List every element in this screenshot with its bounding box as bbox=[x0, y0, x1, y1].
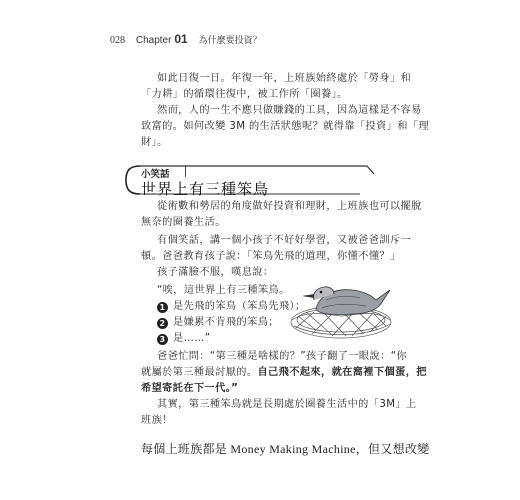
joke-title: 世界上有三種笨鳥 bbox=[141, 180, 270, 198]
intro-line: 然而，人的一生不應只做賺錢的工具，因為這樣是不容易 bbox=[157, 105, 422, 116]
bottom-text-line: 每個上班族都是 Money Making Machine，但又想改變 bbox=[141, 442, 430, 456]
list-item bbox=[157, 315, 279, 331]
chapter-title: 為什麼要投資？ bbox=[198, 36, 262, 46]
item-number: 1 bbox=[157, 302, 168, 313]
body-line: 無奈的圈養生活。 bbox=[141, 217, 226, 228]
item-number: 2 bbox=[157, 318, 168, 329]
list-item bbox=[157, 331, 210, 347]
item-number: 3 bbox=[157, 334, 168, 345]
intro-line: 「力耕」的循環往復中，被工作所「圈養」。 bbox=[141, 89, 348, 100]
body-line: 其實，第三種笨鳥就是長期處於圈養生活中的「3M」上 bbox=[157, 399, 417, 410]
page-number: 028 bbox=[110, 35, 125, 46]
item-text: 是嫌累不肯飛的笨鳥； bbox=[173, 317, 279, 328]
intro-line: 如此日復一日。年復一年，上班族始終處於「勞身」和 bbox=[157, 73, 412, 84]
item-text: 是……” bbox=[173, 333, 211, 344]
body-line: 頓。爸爸教育孩子說：「笨鳥先飛的道理，你懂不懂？」 bbox=[141, 251, 401, 262]
body-line: 爸爸忙問：“第三種是啥樣的？”孩子翻了一眼說：“你 bbox=[157, 351, 407, 362]
intro-line: 致富的。如何改變 3M 的生活狀態呢？就得靠「投資」和「理 bbox=[141, 121, 430, 132]
body-line: 孩子滿臉不服，嘆息說： bbox=[157, 267, 274, 278]
list-item bbox=[157, 299, 306, 315]
chapter-number: 01 bbox=[174, 32, 188, 46]
body-line bbox=[141, 365, 427, 381]
body-line: 有個笑話，講一個小孩子不好好學習，又被爸爸訓斥一 bbox=[157, 235, 412, 246]
body-line: 班族！ bbox=[141, 415, 173, 426]
body-text-bold: 自己飛不起來，就在窩裡下個蛋，把 bbox=[257, 367, 427, 378]
chapter-label: Chapter bbox=[135, 35, 172, 46]
intro-line: 財」。 bbox=[141, 137, 168, 148]
page-header bbox=[110, 32, 262, 46]
bird-in-nest-illustration bbox=[286, 270, 396, 345]
body-line: “唉，這世界上有三種笨鳥。 bbox=[157, 285, 290, 296]
body-line-bold: 希望寄託在下一代。” bbox=[141, 383, 239, 394]
item-text: 是先飛的笨鳥（笨鳥先飛）； bbox=[173, 301, 306, 312]
body-line: 從術數和勢居的角度做好投資和理財，上班族也可以擺脫 bbox=[157, 201, 422, 212]
joke-tag-divider bbox=[185, 165, 186, 177]
joke-tag: 小笑話 bbox=[141, 169, 170, 180]
body-text: 就屬於第三種最討厭的。 bbox=[141, 367, 258, 378]
